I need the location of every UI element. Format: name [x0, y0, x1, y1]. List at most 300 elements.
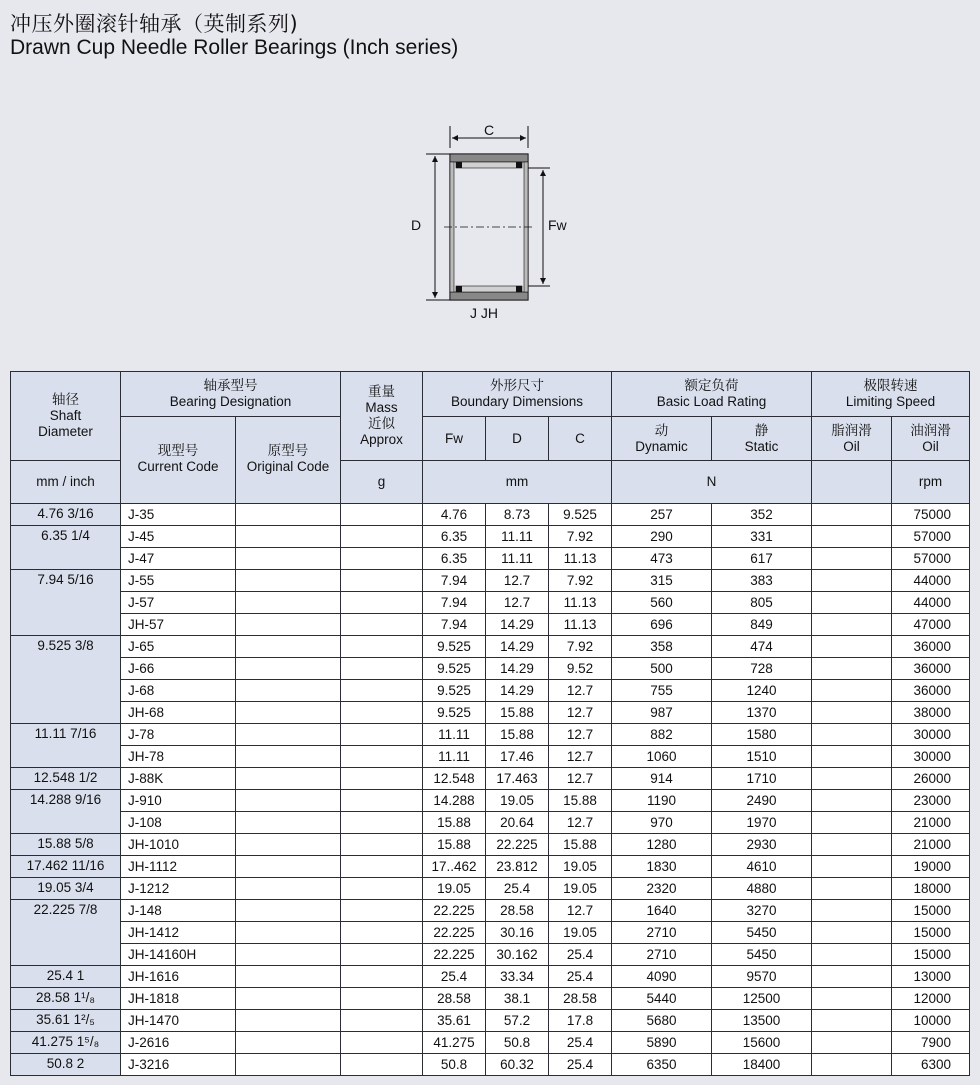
- cell-static-load: 12500: [712, 988, 812, 1010]
- cell-d: 19.05: [486, 790, 549, 812]
- cell-grease-speed: [812, 1010, 892, 1032]
- cell-fw: 22.225: [423, 944, 486, 966]
- cell-mass: [341, 636, 423, 658]
- cell-dynamic-load: 315: [612, 570, 712, 592]
- cell-original-code: [236, 746, 341, 768]
- label-d: D: [411, 217, 422, 233]
- cell-mass: [341, 790, 423, 812]
- cell-shaft-diameter: 50.8 2: [11, 1054, 121, 1076]
- bearing-spec-table: [10, 371, 970, 1076]
- cell-grease-speed: [812, 812, 892, 834]
- table-row: [11, 636, 970, 658]
- table-row: [11, 504, 970, 526]
- cell-original-code: [236, 724, 341, 746]
- cell-original-code: [236, 812, 341, 834]
- cell-mass: [341, 988, 423, 1010]
- table-row: [11, 548, 970, 570]
- cell-fw: 6.35: [423, 548, 486, 570]
- cell-oil-speed: 38000: [892, 702, 970, 724]
- cell-static-load: 1370: [712, 702, 812, 724]
- cell-original-code: [236, 988, 341, 1010]
- table-row: [11, 1054, 970, 1076]
- cell-static-load: 5450: [712, 922, 812, 944]
- unit-rpm: rpm: [892, 461, 970, 504]
- page-title-chinese: 冲压外圈滚针轴承（英制系列): [10, 12, 299, 36]
- cell-d: 23.812: [486, 856, 549, 878]
- header-oil: 油润滑 Oil: [892, 417, 970, 461]
- cell-fw: 7.94: [423, 570, 486, 592]
- cell-static-load: 1710: [712, 768, 812, 790]
- cell-c: 7.92: [549, 636, 612, 658]
- cell-mass: [341, 1010, 423, 1032]
- unit-n: N: [612, 461, 812, 504]
- cell-d: 12.7: [486, 570, 549, 592]
- cell-fw: 12.548: [423, 768, 486, 790]
- table-row: [11, 988, 970, 1010]
- cell-shaft-diameter: 9.525 3/8: [11, 636, 121, 724]
- page-title-english: Drawn Cup Needle Roller Bearings (Inch series): [10, 36, 459, 59]
- cell-fw: 15.88: [423, 812, 486, 834]
- cell-mass: [341, 944, 423, 966]
- cell-dynamic-load: 1280: [612, 834, 712, 856]
- cell-c: 7.92: [549, 526, 612, 548]
- cell-grease-speed: [812, 834, 892, 856]
- table-row: [11, 812, 970, 834]
- cell-c: 15.88: [549, 790, 612, 812]
- cell-oil-speed: 13000: [892, 966, 970, 988]
- cell-current-code: JH-68: [121, 702, 236, 724]
- cell-grease-speed: [812, 548, 892, 570]
- cell-shaft-diameter: 22.225 7/8: [11, 900, 121, 966]
- cell-fw: 35.61: [423, 1010, 486, 1032]
- cell-d: 14.29: [486, 614, 549, 636]
- cell-current-code: JH-14160H: [121, 944, 236, 966]
- cell-static-load: 617: [712, 548, 812, 570]
- cell-shaft-diameter: 6.35 1/4: [11, 526, 121, 570]
- cell-fw: 41.275: [423, 1032, 486, 1054]
- cell-shaft-diameter: 12.548 1/2: [11, 768, 121, 790]
- cell-mass: [341, 922, 423, 944]
- cell-current-code: J-65: [121, 636, 236, 658]
- cell-dynamic-load: 473: [612, 548, 712, 570]
- table-row: [11, 592, 970, 614]
- cell-static-load: 2930: [712, 834, 812, 856]
- cell-current-code: JH-1818: [121, 988, 236, 1010]
- cell-static-load: 474: [712, 636, 812, 658]
- cell-current-code: J-910: [121, 790, 236, 812]
- cell-fw: 11.11: [423, 724, 486, 746]
- cell-original-code: [236, 636, 341, 658]
- cell-c: 19.05: [549, 922, 612, 944]
- cell-fw: 11.11: [423, 746, 486, 768]
- table-row: [11, 922, 970, 944]
- cell-current-code: J-3216: [121, 1054, 236, 1076]
- table-row: [11, 768, 970, 790]
- cell-grease-speed: [812, 504, 892, 526]
- cell-c: 12.7: [549, 680, 612, 702]
- header-mass: 重量 Mass 近似 Approx: [341, 372, 423, 461]
- cell-c: 12.7: [549, 900, 612, 922]
- cell-d: 17.463: [486, 768, 549, 790]
- cell-static-load: 383: [712, 570, 812, 592]
- cell-grease-speed: [812, 900, 892, 922]
- cell-c: 7.92: [549, 570, 612, 592]
- cell-c: 25.4: [549, 1054, 612, 1076]
- cell-shaft-diameter: 7.94 5/16: [11, 570, 121, 636]
- cell-d: 12.7: [486, 592, 549, 614]
- cell-c: 12.7: [549, 812, 612, 834]
- cell-original-code: [236, 966, 341, 988]
- cell-grease-speed: [812, 526, 892, 548]
- cell-fw: 50.8: [423, 1054, 486, 1076]
- cell-fw: 19.05: [423, 878, 486, 900]
- cell-current-code: J-2616: [121, 1032, 236, 1054]
- cell-grease-speed: [812, 724, 892, 746]
- table-row: [11, 614, 970, 636]
- cell-mass: [341, 702, 423, 724]
- cell-mass: [341, 856, 423, 878]
- cell-d: 50.8: [486, 1032, 549, 1054]
- cell-dynamic-load: 1830: [612, 856, 712, 878]
- cell-shaft-diameter: 15.88 5/8: [11, 834, 121, 856]
- cell-dynamic-load: 882: [612, 724, 712, 746]
- cell-c: 12.7: [549, 724, 612, 746]
- cell-shaft-diameter: 25.4 1: [11, 966, 121, 988]
- cell-current-code: J-88K: [121, 768, 236, 790]
- cell-dynamic-load: 560: [612, 592, 712, 614]
- cell-d: 15.88: [486, 702, 549, 724]
- cell-oil-speed: 75000: [892, 504, 970, 526]
- cell-dynamic-load: 696: [612, 614, 712, 636]
- unit-grease: [812, 461, 892, 504]
- cell-d: 28.58: [486, 900, 549, 922]
- cell-mass: [341, 526, 423, 548]
- cell-fw: 14.288: [423, 790, 486, 812]
- cell-current-code: J-55: [121, 570, 236, 592]
- table-row: [11, 724, 970, 746]
- cell-static-load: 4880: [712, 878, 812, 900]
- header-c: C: [549, 417, 612, 461]
- table-row: [11, 900, 970, 922]
- cell-static-load: 4610: [712, 856, 812, 878]
- cell-oil-speed: 6300: [892, 1054, 970, 1076]
- cell-oil-speed: 12000: [892, 988, 970, 1010]
- cell-fw: 4.76: [423, 504, 486, 526]
- cell-static-load: 2490: [712, 790, 812, 812]
- header-shaft: 轴径 Shaft Diameter: [11, 372, 121, 461]
- cell-dynamic-load: 2710: [612, 944, 712, 966]
- cell-original-code: [236, 570, 341, 592]
- header-original-code: 原型号 Original Code: [236, 417, 341, 504]
- cell-original-code: [236, 922, 341, 944]
- cell-oil-speed: 47000: [892, 614, 970, 636]
- cell-dynamic-load: 1190: [612, 790, 712, 812]
- cell-grease-speed: [812, 966, 892, 988]
- cell-mass: [341, 834, 423, 856]
- header-dynamic: 动 Dynamic: [612, 417, 712, 461]
- cell-grease-speed: [812, 768, 892, 790]
- cell-c: 11.13: [549, 614, 612, 636]
- table-row: [11, 526, 970, 548]
- cell-grease-speed: [812, 988, 892, 1010]
- cell-c: 19.05: [549, 856, 612, 878]
- cell-current-code: J-57: [121, 592, 236, 614]
- cell-original-code: [236, 1054, 341, 1076]
- cell-original-code: [236, 834, 341, 856]
- cell-static-load: 15600: [712, 1032, 812, 1054]
- cell-d: 14.29: [486, 636, 549, 658]
- label-fw: Fw: [548, 217, 567, 233]
- header-limiting-speed: 极限转速 Limiting Speed: [812, 372, 970, 417]
- cell-d: 33.34: [486, 966, 549, 988]
- cell-dynamic-load: 755: [612, 680, 712, 702]
- cell-current-code: JH-57: [121, 614, 236, 636]
- cell-d: 14.29: [486, 680, 549, 702]
- cell-grease-speed: [812, 592, 892, 614]
- table-row: [11, 680, 970, 702]
- cell-shaft-diameter: 17.462 11/16: [11, 856, 121, 878]
- cell-d: 20.64: [486, 812, 549, 834]
- cell-grease-speed: [812, 658, 892, 680]
- cell-d: 17.46: [486, 746, 549, 768]
- cell-oil-speed: 36000: [892, 658, 970, 680]
- cell-grease-speed: [812, 878, 892, 900]
- cell-original-code: [236, 680, 341, 702]
- cell-grease-speed: [812, 922, 892, 944]
- cell-static-load: 352: [712, 504, 812, 526]
- cell-d: 11.11: [486, 548, 549, 570]
- cell-fw: 28.58: [423, 988, 486, 1010]
- cell-grease-speed: [812, 746, 892, 768]
- cell-d: 14.29: [486, 658, 549, 680]
- table-row: [11, 702, 970, 724]
- unit-shaft: mm / inch: [11, 461, 121, 504]
- cell-d: 8.73: [486, 504, 549, 526]
- cell-shaft-diameter: 41.275 1⁵/₈: [11, 1032, 121, 1054]
- cell-fw: 22.225: [423, 900, 486, 922]
- cell-static-load: 728: [712, 658, 812, 680]
- cell-mass: [341, 548, 423, 570]
- bearing-cross-section-diagram: [400, 118, 590, 328]
- cell-mass: [341, 768, 423, 790]
- cell-static-load: 1580: [712, 724, 812, 746]
- cell-original-code: [236, 504, 341, 526]
- header-dimensions: 外形尺寸 Boundary Dimensions: [423, 372, 612, 417]
- header-d: D: [486, 417, 549, 461]
- cell-shaft-diameter: 4.76 3/16: [11, 504, 121, 526]
- cell-oil-speed: 21000: [892, 834, 970, 856]
- cell-original-code: [236, 658, 341, 680]
- cell-mass: [341, 658, 423, 680]
- cell-oil-speed: 21000: [892, 812, 970, 834]
- cell-oil-speed: 44000: [892, 592, 970, 614]
- cell-original-code: [236, 1032, 341, 1054]
- cell-fw: 6.35: [423, 526, 486, 548]
- cell-fw: 25.4: [423, 966, 486, 988]
- cell-mass: [341, 570, 423, 592]
- header-fw: Fw: [423, 417, 486, 461]
- cell-current-code: J-78: [121, 724, 236, 746]
- table-row: [11, 1010, 970, 1032]
- table-body: [11, 504, 970, 1076]
- cell-oil-speed: 15000: [892, 922, 970, 944]
- cell-oil-speed: 36000: [892, 680, 970, 702]
- cell-c: 19.05: [549, 878, 612, 900]
- cell-current-code: J-35: [121, 504, 236, 526]
- header-static: 静 Static: [712, 417, 812, 461]
- cell-current-code: JH-1412: [121, 922, 236, 944]
- cell-current-code: J-148: [121, 900, 236, 922]
- cell-static-load: 331: [712, 526, 812, 548]
- cell-original-code: [236, 1010, 341, 1032]
- cell-original-code: [236, 856, 341, 878]
- cell-fw: 9.525: [423, 702, 486, 724]
- cell-static-load: 9570: [712, 966, 812, 988]
- cell-current-code: JH-1470: [121, 1010, 236, 1032]
- cell-dynamic-load: 970: [612, 812, 712, 834]
- cell-mass: [341, 504, 423, 526]
- table-row: [11, 746, 970, 768]
- cell-current-code: J-68: [121, 680, 236, 702]
- cell-dynamic-load: 358: [612, 636, 712, 658]
- cell-dynamic-load: 1060: [612, 746, 712, 768]
- cell-original-code: [236, 592, 341, 614]
- cell-dynamic-load: 6350: [612, 1054, 712, 1076]
- cell-original-code: [236, 768, 341, 790]
- cell-dynamic-load: 5890: [612, 1032, 712, 1054]
- cell-c: 12.7: [549, 746, 612, 768]
- cell-current-code: JH-78: [121, 746, 236, 768]
- cell-original-code: [236, 614, 341, 636]
- table-row: [11, 570, 970, 592]
- cell-c: 11.13: [549, 548, 612, 570]
- cell-dynamic-load: 5440: [612, 988, 712, 1010]
- cell-dynamic-load: 290: [612, 526, 712, 548]
- cell-c: 15.88: [549, 834, 612, 856]
- cell-grease-speed: [812, 614, 892, 636]
- cell-mass: [341, 592, 423, 614]
- cell-grease-speed: [812, 636, 892, 658]
- cell-oil-speed: 44000: [892, 570, 970, 592]
- cell-oil-speed: 19000: [892, 856, 970, 878]
- cell-shaft-diameter: 35.61 1²/₅: [11, 1010, 121, 1032]
- cell-oil-speed: 15000: [892, 900, 970, 922]
- cell-current-code: JH-1112: [121, 856, 236, 878]
- cell-oil-speed: 26000: [892, 768, 970, 790]
- cell-dynamic-load: 2320: [612, 878, 712, 900]
- table-row: [11, 1032, 970, 1054]
- cell-fw: 7.94: [423, 592, 486, 614]
- cell-fw: 7.94: [423, 614, 486, 636]
- cell-mass: [341, 614, 423, 636]
- cell-static-load: 1510: [712, 746, 812, 768]
- cell-oil-speed: 18000: [892, 878, 970, 900]
- cell-current-code: J-66: [121, 658, 236, 680]
- cell-d: 60.32: [486, 1054, 549, 1076]
- cell-c: 28.58: [549, 988, 612, 1010]
- cell-original-code: [236, 526, 341, 548]
- cell-shaft-diameter: 19.05 3/4: [11, 878, 121, 900]
- cell-grease-speed: [812, 570, 892, 592]
- cell-mass: [341, 680, 423, 702]
- cell-oil-speed: 30000: [892, 746, 970, 768]
- table-row: [11, 966, 970, 988]
- cell-static-load: 1240: [712, 680, 812, 702]
- cell-mass: [341, 746, 423, 768]
- cell-mass: [341, 1054, 423, 1076]
- cell-dynamic-load: 987: [612, 702, 712, 724]
- cell-c: 9.525: [549, 504, 612, 526]
- cell-mass: [341, 1032, 423, 1054]
- cell-static-load: 5450: [712, 944, 812, 966]
- cell-grease-speed: [812, 702, 892, 724]
- cell-mass: [341, 966, 423, 988]
- cell-d: 38.1: [486, 988, 549, 1010]
- cell-current-code: J-108: [121, 812, 236, 834]
- cell-oil-speed: 30000: [892, 724, 970, 746]
- cell-fw: 17..462: [423, 856, 486, 878]
- cell-oil-speed: 57000: [892, 548, 970, 570]
- cell-c: 12.7: [549, 702, 612, 724]
- header-designation: 轴承型号 Bearing Designation: [121, 372, 341, 417]
- table-row: [11, 878, 970, 900]
- cell-original-code: [236, 900, 341, 922]
- cell-mass: [341, 724, 423, 746]
- cell-grease-speed: [812, 944, 892, 966]
- header-current-code: 现型号 Current Code: [121, 417, 236, 504]
- cell-oil-speed: 15000: [892, 944, 970, 966]
- header-grease: 脂润滑 Oil: [812, 417, 892, 461]
- table-row: [11, 834, 970, 856]
- cell-d: 22.225: [486, 834, 549, 856]
- cell-dynamic-load: 5680: [612, 1010, 712, 1032]
- cell-fw: 15.88: [423, 834, 486, 856]
- cell-current-code: JH-1010: [121, 834, 236, 856]
- cell-current-code: JH-1616: [121, 966, 236, 988]
- cell-current-code: J-47: [121, 548, 236, 570]
- cell-dynamic-load: 1640: [612, 900, 712, 922]
- cell-c: 25.4: [549, 1032, 612, 1054]
- cell-original-code: [236, 702, 341, 724]
- cell-grease-speed: [812, 680, 892, 702]
- cell-static-load: 3270: [712, 900, 812, 922]
- cell-grease-speed: [812, 790, 892, 812]
- cell-d: 57.2: [486, 1010, 549, 1032]
- cell-static-load: 13500: [712, 1010, 812, 1032]
- label-c: C: [484, 122, 495, 138]
- cell-dynamic-load: 4090: [612, 966, 712, 988]
- cell-grease-speed: [812, 1054, 892, 1076]
- cell-mass: [341, 812, 423, 834]
- cell-dynamic-load: 257: [612, 504, 712, 526]
- cell-c: 9.52: [549, 658, 612, 680]
- cell-shaft-diameter: 14.288 9/16: [11, 790, 121, 834]
- cell-d: 11.11: [486, 526, 549, 548]
- cell-c: 25.4: [549, 944, 612, 966]
- cell-original-code: [236, 548, 341, 570]
- cell-original-code: [236, 878, 341, 900]
- label-types: J JH: [470, 305, 498, 321]
- cell-current-code: J-45: [121, 526, 236, 548]
- cell-grease-speed: [812, 1032, 892, 1054]
- table-row: [11, 944, 970, 966]
- cell-fw: 9.525: [423, 658, 486, 680]
- cell-static-load: 18400: [712, 1054, 812, 1076]
- cell-grease-speed: [812, 856, 892, 878]
- cell-c: 12.7: [549, 768, 612, 790]
- cell-dynamic-load: 2710: [612, 922, 712, 944]
- table-row: [11, 856, 970, 878]
